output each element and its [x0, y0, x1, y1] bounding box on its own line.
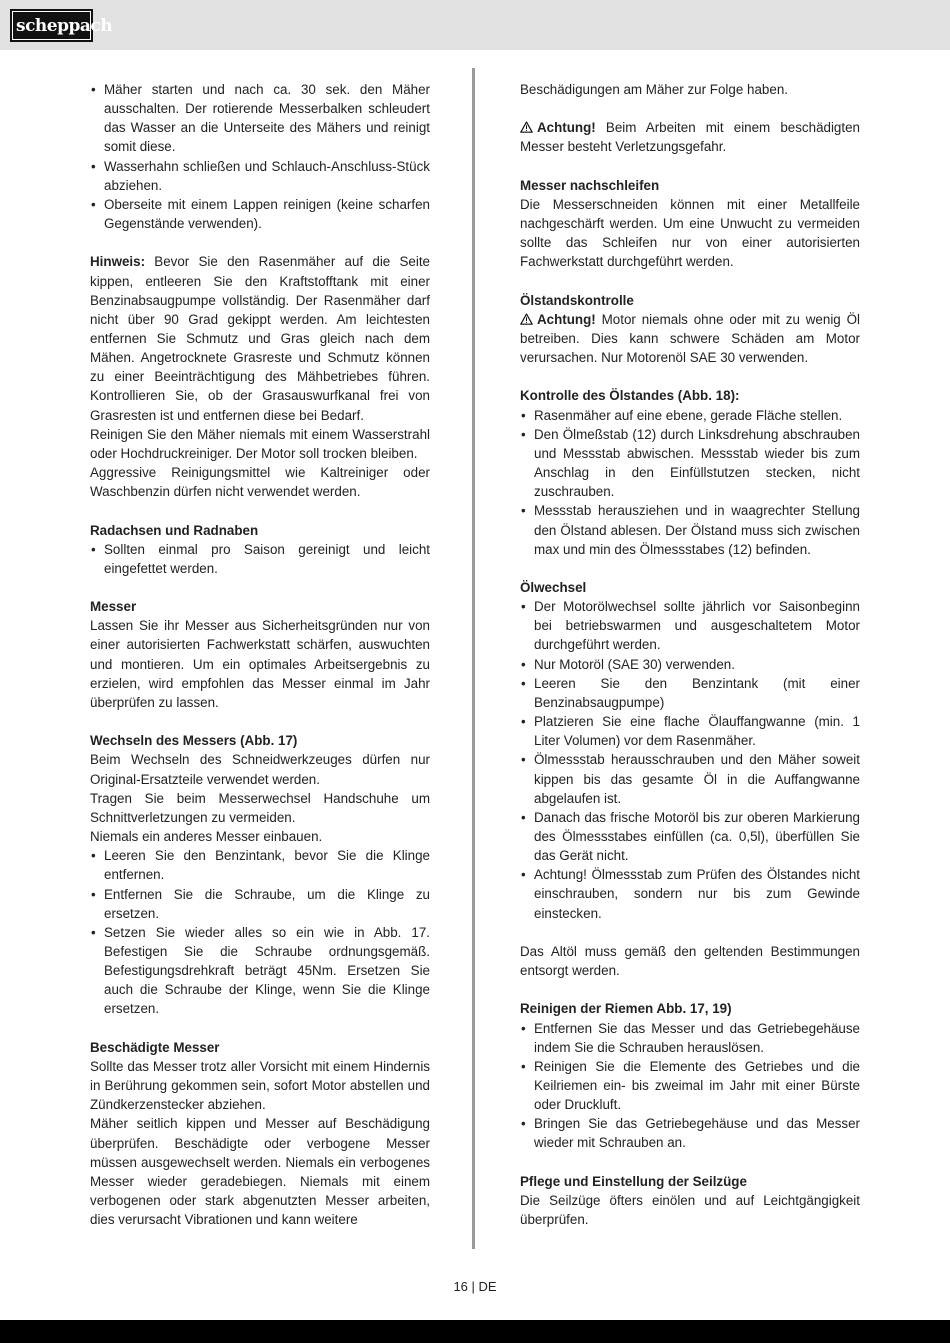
warning-paragraph [520, 310, 860, 367]
warning-paragraph [520, 118, 860, 156]
list-item: • Der Motorölwechsel sollte jährlich vor Saisonbeginn bei betriebswarmen und ausgeschaltetem Motor durchgeführt werden. [520, 597, 860, 654]
list-item: • Achtung! Ölmessstab zum Prüfen des Ölstandes nicht einschrauben, sondern nur bis zum Gewinde einstecken. [520, 865, 860, 922]
section-heading: Reinigen der Riemen Abb. 17, 19) [520, 1001, 732, 1017]
achtung-text: Beim Arbeiten mit einem beschädigten Messer besteht Verletzungsgefahr. [520, 120, 860, 155]
paragraph: Die Messerschneiden können mit einer Metallfeile nachgeschärft werden. Um eine Unwucht zu vermeiden sollte das Schleifen nur von einer autorisierten Fachwerkstatt durchgeführt werden. [520, 196, 860, 270]
paragraph: Niemals ein anderes Messer einbauen. [90, 829, 323, 845]
list-item: • Danach das frische Motoröl bis zur oberen Markierung des Ölmessstabes einfüllen (ca. 0,5l), überfüllen Sie das Gerät nicht. [520, 808, 860, 865]
oelwechsel-bullet-list [520, 597, 860, 923]
paragraph: Das Altöl muss gemäß den geltenden Bestimmungen entsorgt werden. [520, 943, 860, 979]
riemen-bullet-list [520, 1019, 860, 1153]
list-item: • Mäher starten und nach ca. 30 sek. den Mäher ausschalten. Der rotierende Messerbalken schleudert das Wasser an die Unterseite des Mähers und reinigt somit diese. [90, 80, 430, 157]
paragraph: Beschädigungen am Mäher zur Folge haben. [520, 82, 788, 97]
paragraph: Lassen Sie ihr Messer aus Sicherheitsgründen nur von einer autorisierten Fachwerkstatt schärfen, auswuchten und montieren. Um ein optimales Arbeitsergebnis zu erzielen, wird empfohlen das Messer einmal im Jahr überprüfen zu lassen. [90, 618, 430, 710]
kontrolle-bullet-list [520, 406, 860, 559]
paragraph: Tragen Sie beim Messerwechsel Handschuhe um Schnittverletzungen zu vermeiden. [90, 790, 430, 825]
list-item: • Setzen Sie wieder alles so ein wie in Abb. 17. Befestigen Sie die Schraube ordnungsgemäß. Befestigungsdrehkraft beträgt 45Nm. Ersetzen Sie auch die Schraube der Klinge, wenn Sie die Klinge ersetzen. [90, 923, 430, 1019]
achtung-text: Motor niemals ohne oder mit zu wenig Öl betreiben. Dies kann schwere Schäden am Motor verursachen. Nur Motorenöl SAE 30 verwenden. [520, 311, 860, 366]
wechseln-bullet-list [90, 846, 430, 1018]
warning-icon [520, 119, 533, 131]
section-heading: Messer [90, 599, 137, 615]
paragraph: Mäher seitlich kippen und Messer auf Beschädigung überprüfen. Beschädigte oder verbogene Messer müssen ausgewechselt werden. Niemals ein verbogenes Messer wieder geradebiegen. Niemals mit einem verbogenen oder stark abgenutzten Messer arbeiten, dies verursacht Vibrationen und kann weitere [90, 1116, 430, 1228]
section-heading: Pflege und Einstellung der Seilzüge [520, 1173, 747, 1189]
list-item: • Sollten einmal pro Saison gereinigt und leicht eingefettet werden. [90, 540, 430, 578]
list-item: • Oberseite mit einem Lappen reinigen (keine scharfen Gegenstände verwenden). [90, 195, 430, 233]
hinweis-text: Bevor Sie den Rasenmäher auf die Seite kippen, entleeren Sie den Kraftstofftank mit einer Benzinabsaugpumpe vollständig. Der Rasenmäher darf nicht über 90 Grad gekippt werden. Am leichtesten entfernen Sie Schmutz und Gras gleich nach dem Mähen. Angetrocknete Grasreste und Schmutz können zu einer Beeinträchtigung des Mähbetriebes führen. Kontrollieren Sie, ob der Grasauswurfkanal frei von Grasresten ist und entfernen diese bei Bedarf. [90, 254, 430, 423]
list-item: • Nur Motoröl (SAE 30) verwenden. [520, 655, 860, 674]
warning-icon [520, 311, 533, 323]
list-item: • Platzieren Sie eine flache Ölauffangwanne (min. 1 Liter Volumen) vor dem Rasenmäher. [520, 712, 860, 750]
hinweis-label: Hinweis: [90, 254, 146, 270]
list-item: • Reinigen Sie die Elemente des Getriebes und die Keilriemen ein- bis zweimal im Jahr mit einer Bürste oder Druckluft. [520, 1057, 860, 1114]
section-heading: Ölstandskontrolle [520, 292, 634, 308]
list-item: • Bringen Sie das Getriebegehäuse und das Messer wieder mit Schrauben an. [520, 1114, 860, 1152]
list-item: • Entfernen Sie die Schraube, um die Klinge zu ersetzen. [90, 885, 430, 923]
section-heading: Wechseln des Messers (Abb. 17) [90, 733, 298, 749]
column-divider [472, 68, 475, 1249]
paragraph: Sollte das Messer trotz aller Vorsicht mit einem Hindernis in Berührung gekommen sein, sofort Motor abstellen und Zündkerzenstecker abziehen. [90, 1058, 430, 1113]
section-heading: Kontrolle des Ölstandes (Abb. 18): [520, 388, 740, 404]
section-heading: Radachsen und Radnaben [90, 522, 259, 538]
list-item: • Entfernen Sie das Messer und das Getriebegehäuse indem Sie die Schrauben herauslösen. [520, 1019, 860, 1057]
section-heading: Messer nachschleifen [520, 177, 660, 193]
header-band [0, 0, 950, 50]
page-number: 16 | DE [453, 1279, 497, 1294]
right-column [520, 80, 860, 1229]
footer-band [0, 1320, 950, 1343]
achtung-label: Achtung! [537, 120, 596, 136]
section-heading: Beschädigte Messer [90, 1039, 220, 1055]
brand-logo: scheppach [10, 9, 93, 42]
paragraph: Beim Wechseln des Schneidwerkzeuges dürfen nur Original-Ersatzteile verwendet werden. [90, 752, 430, 787]
list-item: • Leeren Sie den Benzintank (mit einer Benzinabsaugpumpe) [520, 674, 860, 712]
left-column [90, 80, 430, 1229]
paragraph: Aggressive Reinigungsmittel wie Kaltreiniger oder Waschbenzin dürfen nicht verwendet werden. [90, 465, 430, 500]
intro-bullet-list [90, 80, 430, 233]
achtung-label: Achtung! [537, 311, 596, 327]
section-heading: Ölwechsel [520, 579, 587, 595]
list-item: • Leeren Sie den Benzintank, bevor Sie die Klinge entfernen. [90, 846, 430, 884]
list-item: • Wasserhahn schließen und Schlauch-Anschluss-Stück abziehen. [90, 157, 430, 195]
radachsen-bullet-list [90, 540, 430, 578]
list-item: • Ölmessstab herausschrauben und den Mäher soweit kippen bis das gesamte Öl in die Auffangwanne abgelaufen ist. [520, 750, 860, 807]
list-item: • Den Ölmeßstab (12) durch Linksdrehung abschrauben und Messstab abwischen. Messstab wieder bis zum Anschlag in den Einfüllstutzen stecken, nicht zuschrauben. [520, 425, 860, 502]
paragraph: Die Seilzüge öfters einölen und auf Leichtgängigkeit überprüfen. [520, 1192, 860, 1228]
list-item: • Rasenmäher auf eine ebene, gerade Fläche stellen. [520, 406, 860, 425]
hinweis-paragraph [90, 252, 430, 424]
paragraph: Reinigen Sie den Mäher niemals mit einem Wasserstrahl oder Hochdruckreiniger. Der Motor soll trocken bleiben. [90, 426, 430, 461]
list-item: • Messstab herausziehen und in waagrechter Stellung den Ölstand ablesen. Der Ölstand muss sich zwischen max und min des Ölmessstabes (12) befinden. [520, 501, 860, 558]
